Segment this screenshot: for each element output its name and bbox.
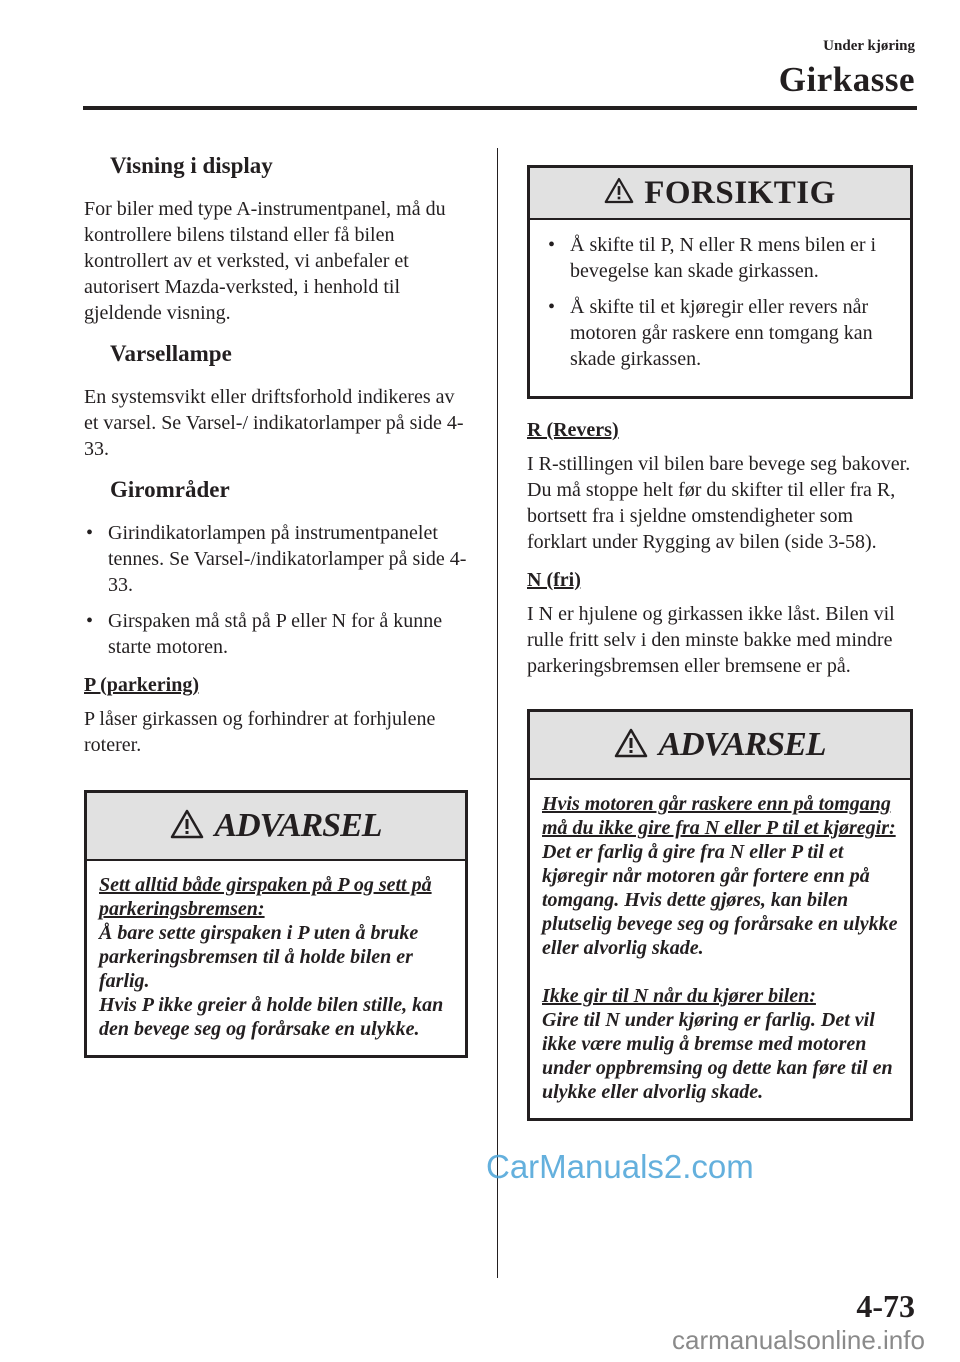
warning-triangle-icon — [170, 809, 204, 844]
list-item: • Girindikatorlampen på instrumentpanelet tennes. Se Varsel-/indikatorlamper på side 4-33. — [86, 522, 467, 596]
list-item: • Girspaken må stå på P eller N for å kunne starte motoren. — [86, 610, 443, 658]
warning-box-neutral — [527, 709, 913, 1121]
warning-triangle-icon — [614, 728, 648, 763]
right-column — [527, 165, 913, 1121]
paragraph-warning-lamp: En systemsvikt eller driftsforhold indikeres av et varsel. Se Varsel-/ indikatorlamper på side 4-33. — [84, 386, 464, 460]
bullet-icon: • — [86, 522, 94, 544]
caution-list — [542, 232, 898, 372]
warning-box-park — [84, 790, 468, 1058]
bullet-icon: • — [86, 610, 94, 632]
header-section: Under kjøring — [823, 38, 915, 54]
warning-text: Å bare sette girspaken i P uten å bruke parkeringsbremsen til å holde bilen er farlig. — [99, 922, 419, 992]
ranges-bullet-list — [84, 520, 468, 660]
warning-lead: Hvis motoren går raskere enn på tomgang må du ikke gire fra N eller P til et kjøregir: — [542, 793, 896, 839]
warning-header — [530, 712, 910, 780]
warning-lead: Sett alltid både girspaken på P og sett på parkeringsbremsen: — [99, 874, 432, 920]
warning-title: ADVARSEL — [658, 726, 826, 763]
subheading-park: P (parkering) — [84, 674, 199, 696]
paragraph-reverse: I R-stillingen vil bilen bare bevege seg bakover. Du må stoppe helt før du skifter til eller fra R, bortsett fra i sjeldne omstendigheter som forklart under Rygging av bilen (side 3-58). — [527, 453, 911, 553]
page-number: 4-73 — [856, 1288, 915, 1324]
subheading-reverse: R (Revers) — [527, 419, 619, 441]
caution-body — [530, 220, 910, 396]
warning-text: Det er farlig å gire fra N eller P til et kjøregir når motoren går fortere enn på tomgang. Hvis dette gjøres, kan bilen plutselig bevege seg og forårsake en ulykke eller alvorlig skade. — [542, 841, 898, 959]
bullet-icon: • — [548, 296, 556, 318]
heading-display: Visning i display — [110, 153, 273, 178]
list-item: • Å skifte til et kjøregir eller revers når motoren går raskere enn tomgang kan skade girkassen. — [548, 296, 873, 370]
column-divider — [497, 148, 498, 1278]
paragraph-park: P låser girkassen og forhindrer at forhjulene roterer. — [84, 708, 436, 756]
left-column — [84, 150, 468, 1058]
paragraph-display: For biler med type A-instrumentpanel, må du kontrollere bilens tilstand eller få bilen kontrollert av et verksted, vi anbefaler et autorisert Mazda-verksted, i henhold til gjeldende visning. — [84, 198, 446, 324]
caution-box — [527, 165, 913, 399]
warning-lead: Ikke gir til N når du kjører bilen: — [542, 985, 816, 1007]
caution-header — [530, 168, 910, 220]
bullet-icon: • — [548, 234, 556, 256]
watermark-carmanualsonline: carmanualsonline.info — [672, 1325, 925, 1355]
warning-text-2: Hvis P ikke greier å holde bilen stille, kan den bevege seg og forårsake en ulykke. — [99, 994, 444, 1040]
caution-triangle-icon — [604, 177, 634, 209]
watermark-carmanuals2: CarManuals2.com — [486, 1148, 754, 1185]
warning-text: Gire til N under kjøring er farlig. Det vil ikke være mulig å bremse med motoren under oppbremsing og dette kan føre til en ulykke eller alvorlig skade. — [542, 1009, 893, 1103]
list-item: • Å skifte til P, N eller R mens bilen er i bevegelse kan skade girkassen. — [548, 234, 877, 282]
heading-warning-lamp: Varsellampe — [110, 341, 232, 366]
header-rule — [83, 106, 917, 110]
warning-body — [530, 780, 910, 1118]
warning-title: ADVARSEL — [214, 807, 382, 844]
paragraph-neutral: I N er hjulene og girkassen ikke låst. Bilen vil rulle fritt selv i den minste bakke med mindre parkeringsbremsen eller bremsene er på. — [527, 603, 895, 677]
header-title: Girkasse — [778, 60, 915, 99]
warning-header — [87, 793, 465, 861]
warning-body — [87, 861, 465, 1055]
heading-gear-ranges: Girområder — [110, 477, 230, 502]
caution-title: FORSIKTIG — [644, 174, 836, 211]
subheading-neutral: N (fri) — [527, 569, 581, 591]
